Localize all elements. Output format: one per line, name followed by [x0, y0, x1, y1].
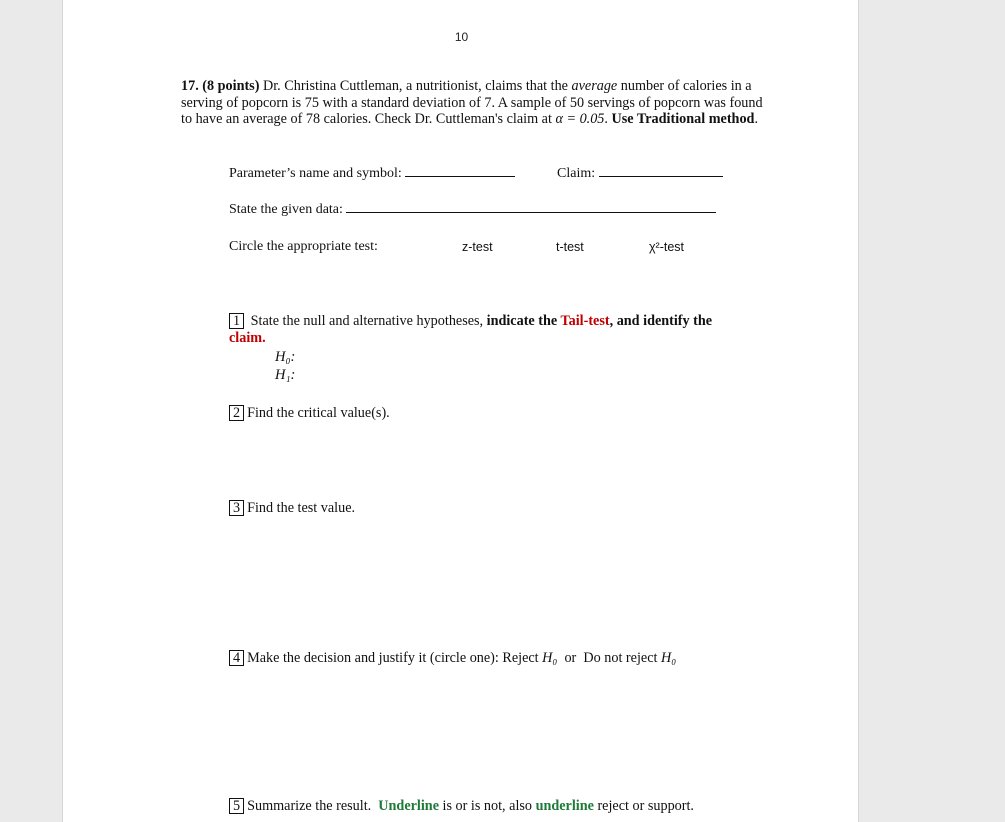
- step-5-end: reject or support.: [593, 798, 694, 814]
- step-4-text: Make the decision and justify it (circle one): Reject: [247, 650, 543, 666]
- given-data-blank[interactable]: [346, 202, 716, 213]
- problem-text-3: .: [604, 111, 612, 127]
- parameter-row: [229, 166, 515, 182]
- alternative-hypothesis: H₁:: [275, 367, 296, 383]
- step-1-text: State the null and alternative hypotheses,: [247, 313, 487, 329]
- null-hypothesis: H₀:: [275, 349, 296, 365]
- step-3: [229, 500, 749, 517]
- step-2-number: 2: [229, 405, 244, 421]
- do-not-reject-h0-option[interactable]: H₀: [660, 650, 677, 666]
- tail-test-label: Tail-test: [560, 313, 610, 329]
- claim-keyword: claim.: [229, 330, 266, 346]
- step-1-bold: indicate the: [486, 313, 561, 329]
- step-4: [229, 650, 829, 667]
- step-1: [229, 313, 749, 347]
- problem-text-2: number of calories in a serving of popcorn is 75 with a standard deviation of 7. A sample of 50 servings of popcorn was found to have an average of 78 calories. Check Dr. Cuttleman's claim at: [181, 78, 763, 127]
- step-5-text: Summarize the result.: [247, 798, 379, 814]
- step-3-text: Find the test value.: [247, 500, 356, 516]
- z-test-option[interactable]: z-test: [462, 240, 493, 254]
- step-4-or: or Do not reject: [557, 650, 661, 666]
- step-1-number: 1: [229, 313, 244, 329]
- problem-number: 17.: [181, 78, 199, 94]
- t-test-option[interactable]: t-test: [556, 240, 584, 254]
- page-number: 10: [454, 30, 469, 44]
- test-row: [229, 239, 378, 255]
- step-5-middle: is or is not, also: [439, 798, 536, 814]
- method-instruction: Use Traditional method: [611, 111, 755, 127]
- document-page: [62, 0, 859, 822]
- alpha-value: α = 0.05: [555, 111, 605, 127]
- given-data-label: State the given data:: [229, 202, 343, 217]
- step-3-number: 3: [229, 500, 244, 516]
- step-5: [229, 798, 829, 815]
- problem-statement: [181, 78, 771, 128]
- problem-end: .: [754, 111, 758, 127]
- step-4-number: 4: [229, 650, 244, 666]
- step-2: [229, 405, 749, 422]
- problem-points: (8 points): [202, 78, 260, 94]
- parameter-label: Parameter’s name and symbol:: [229, 166, 402, 181]
- problem-emphasis: average: [571, 78, 618, 94]
- step-1-bold-2: , and identify the: [609, 313, 713, 329]
- parameter-blank[interactable]: [405, 166, 515, 177]
- claim-blank[interactable]: [599, 166, 723, 177]
- test-label: Circle the appropriate test:: [229, 239, 378, 254]
- step-2-text: Find the critical value(s).: [247, 405, 390, 421]
- chi-square-test-option[interactable]: χ²-test: [649, 240, 685, 254]
- step-5-number: 5: [229, 798, 244, 814]
- reject-h0-option[interactable]: H₀: [542, 650, 558, 666]
- claim-label: Claim:: [557, 166, 596, 181]
- underline-keyword-1: Underline: [378, 798, 439, 814]
- given-data-row: [229, 202, 716, 218]
- problem-text-1: Dr. Christina Cuttleman, a nutritionist, claims that the: [259, 78, 572, 94]
- underline-keyword-2: underline: [535, 798, 594, 814]
- claim-row: [557, 166, 723, 182]
